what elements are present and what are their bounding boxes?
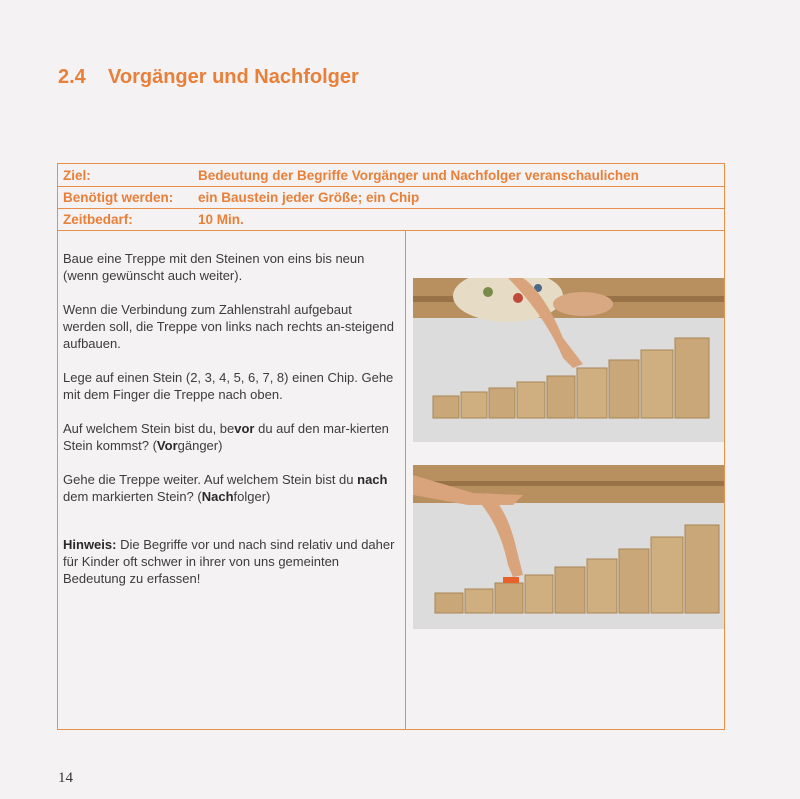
text-span: gänger) [177, 438, 223, 453]
time-row [58, 209, 724, 231]
text-span: Auf welchem Stein bist du, be [63, 421, 235, 436]
materials-value: ein Baustein jeder Größe; ein Chip [198, 190, 420, 205]
question-successor [63, 471, 398, 505]
column-divider [405, 230, 406, 729]
text-span: folger) [233, 489, 271, 504]
hint-label: Hinweis: [63, 537, 117, 552]
instruction-paragraph: Wenn die Verbindung zum Zahlenstrahl aufgebaut werden soll, die Treppe von links nach rechts an-steigend aufbauen. [63, 302, 394, 351]
text-span: du auf den mar-kierten Stein kommst? ( [63, 421, 389, 453]
emphasis: nach [357, 472, 388, 487]
goal-label: Ziel: [63, 167, 91, 183]
staircase-illustration [413, 278, 724, 442]
time-value: 10 Min. [198, 212, 244, 227]
emphasis: vor [234, 421, 255, 436]
page-number: 14 [58, 770, 73, 786]
time-label: Zeitbedarf: [63, 212, 133, 227]
hint-note [63, 536, 398, 587]
section-title: Vorgänger und Nachfolger [108, 66, 359, 88]
text-span: dem markierten Stein? ( [63, 489, 202, 504]
section-heading [58, 66, 359, 89]
content-box [57, 230, 725, 730]
question-predecessor [63, 420, 398, 454]
hint-text: Die Begriffe vor und nach sind relativ und daher für Kinder oft schwer in ihrer von uns gemeinten Bedeutung zu erfassen! [63, 537, 395, 586]
instruction-paragraph: Baue eine Treppe mit den Steinen von eins bis neun (wenn gewünscht auch weiter). [63, 251, 365, 283]
activity-info-table [57, 163, 725, 231]
chip [503, 577, 519, 583]
staircase-photo-1 [413, 278, 724, 442]
text-span: Gehe die Treppe weiter. Auf welchem Stein bist du [63, 472, 358, 487]
section-number: 2.4 [58, 66, 86, 88]
goal-row [58, 164, 724, 187]
materials-row [58, 187, 724, 209]
emphasis: Nach [201, 489, 234, 504]
staircase-photo-2 [413, 465, 724, 629]
materials-label: Benötigt werden: [63, 190, 174, 205]
instructions-column [63, 250, 398, 604]
instruction-paragraph: Lege auf einen Stein (2, 3, 4, 5, 6, 7, 8) einen Chip. Gehe mit dem Finger die Treppe nach oben. [63, 370, 394, 402]
staircase-chip-illustration [413, 465, 724, 629]
emphasis: Vor [156, 438, 178, 453]
goal-value: Bedeutung der Begriffe Vorgänger und Nachfolger veranschaulichen [198, 167, 639, 183]
